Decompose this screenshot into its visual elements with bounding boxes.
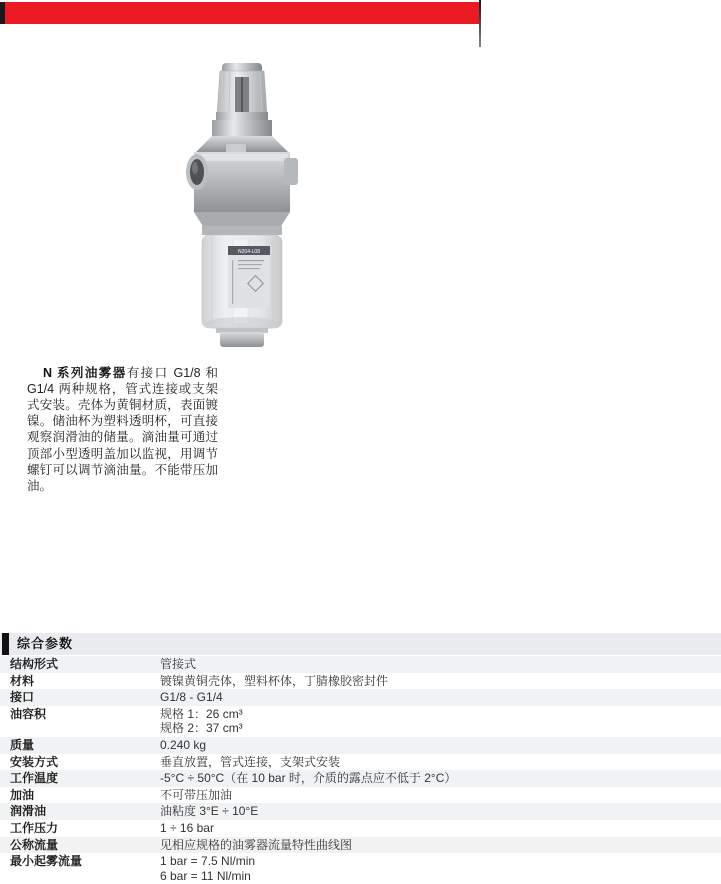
product-description-intro: N 系列油雾器 <box>43 365 127 380</box>
table-row <box>0 803 721 820</box>
table-row <box>0 853 721 884</box>
lubricator-body <box>186 136 298 235</box>
table-row <box>0 787 721 804</box>
spec-value: G1/8 - G1/4 <box>160 690 223 705</box>
spec-label: 最小起雾流量 <box>10 854 83 869</box>
table-row <box>0 689 721 706</box>
spec-value: 管接式 <box>160 657 197 671</box>
transparent-bowl <box>202 235 282 331</box>
product-photo <box>186 58 298 350</box>
section-title: 综合参数 <box>17 636 74 651</box>
spec-table <box>0 656 721 884</box>
spec-label: 安装方式 <box>10 754 59 769</box>
spec-value: 油粘度 3°E ÷ 10°E <box>160 804 259 819</box>
spec-value: 规格 2：37 cm³ <box>160 721 243 736</box>
spec-value: 不可带压加油 <box>160 787 233 802</box>
table-row <box>0 673 721 690</box>
spec-value: 规格 1：26 cm³ <box>160 706 243 721</box>
table-row <box>0 737 721 754</box>
spec-value: 垂直放置，管式连接，支架式安装 <box>160 754 341 769</box>
table-row <box>0 706 721 737</box>
product-description-body: 有接口 G1/8 和 G1/4 两种规格，管式连接或支架式安装。壳体为黄铜材质，表面镀镍。储油杯为塑料透明杯，可直接观察润滑油的储量。滴油量可通过顶部小型透明盖加以监视，用调节螺钉可以调节滴油量。不能带压加油。 <box>27 365 218 493</box>
bowl-label-text: N204-L08 <box>238 249 260 255</box>
spec-label: 结构形式 <box>10 657 59 671</box>
section-header <box>0 633 721 655</box>
spec-value: 1 ÷ 16 bar <box>160 820 214 835</box>
spec-value: 镀镍黄铜壳体，塑料杯体，丁腈橡胶密封件 <box>160 673 389 688</box>
spec-value: 0.240 kg <box>160 737 207 752</box>
bowl-foot <box>216 328 268 347</box>
spec-label: 工作压力 <box>10 820 59 835</box>
table-row <box>0 770 721 787</box>
spec-label: 材料 <box>10 673 35 688</box>
spec-value: 1 bar = 7.5 Nl/min <box>160 854 256 869</box>
spec-label: 接口 <box>10 690 35 705</box>
spec-label: 润滑油 <box>10 804 47 819</box>
section-header-bar <box>2 633 9 655</box>
spec-label: 公称流量 <box>10 837 59 852</box>
table-row <box>0 656 721 673</box>
table-row <box>0 820 721 837</box>
product-description <box>27 365 218 495</box>
spec-label: 质量 <box>10 737 35 752</box>
spec-label: 工作温度 <box>10 771 59 786</box>
table-row <box>0 754 721 771</box>
bowl-label <box>228 246 270 308</box>
spec-value: -5°C ÷ 50°C（在 10 bar 时，介质的露点应不低于 2°C） <box>160 771 457 786</box>
brand-divider-line <box>479 0 481 47</box>
hex-collar <box>212 120 272 136</box>
spec-label: 加油 <box>10 787 35 802</box>
sight-dome-cap <box>216 63 268 120</box>
spec-label: 油容积 <box>10 706 47 721</box>
spec-value: 6 bar = 11 Nl/min <box>160 868 251 883</box>
spec-value: 见相应规格的油雾器流量特性曲线图 <box>160 837 353 852</box>
table-row <box>0 837 721 854</box>
brand-red-bar <box>5 2 479 24</box>
